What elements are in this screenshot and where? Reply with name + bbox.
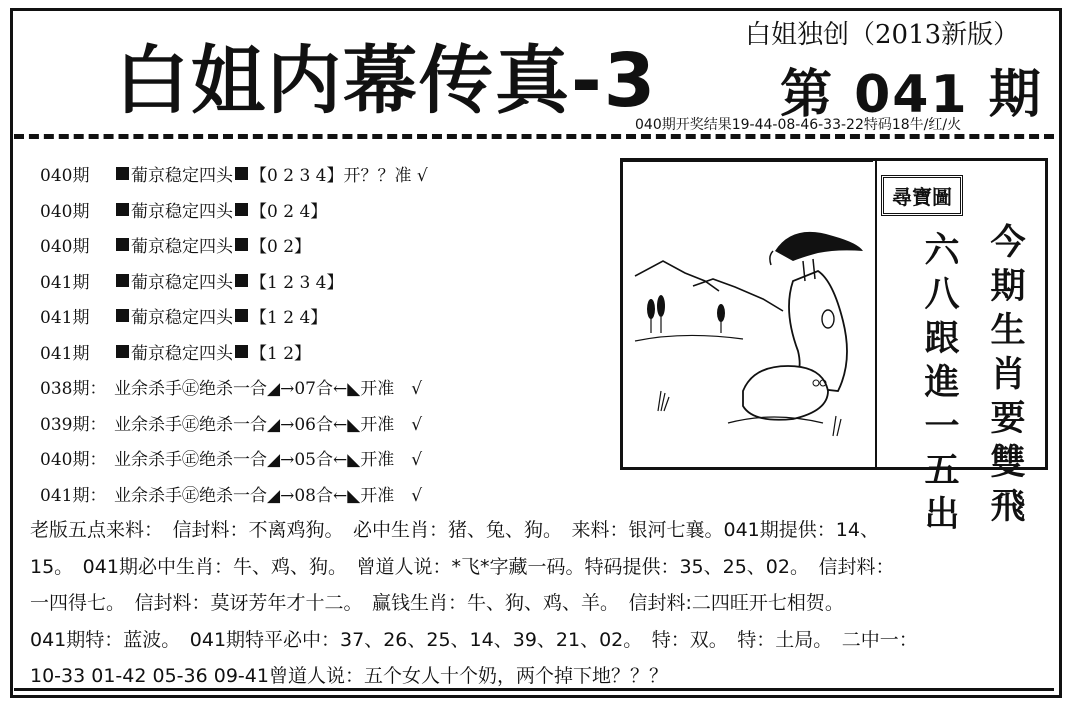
paragraph-line: 041期特：蓝波。 041期特平必中：37、26、25、14、39、21、02。 特：双。 特：土局。 二中一：	[30, 628, 918, 651]
verse-text: 今 期 生 肖 要 雙 飛	[990, 223, 1026, 527]
square-icon	[116, 274, 129, 287]
tree-icon	[647, 299, 655, 319]
treasure-map-badge: 尋寶圖	[881, 175, 963, 216]
list-item	[40, 298, 428, 334]
row-value: 【1 2】	[250, 343, 312, 364]
list-item	[40, 476, 428, 512]
row-label: 040期：	[40, 450, 107, 471]
treasure-picture	[620, 158, 1048, 535]
previous-result: 040期开奖结果19-44-08-46-33-22特码18牛/红/火	[635, 117, 962, 133]
row-name: 葡京稳定四头	[131, 272, 233, 293]
paragraph-line: 老版五点来料： 信封料：不离鸡狗。 必中生肖：猪、兔、狗。 来料：银河七襄。041期提供：14、	[30, 519, 879, 541]
square-icon	[235, 167, 248, 180]
row-name: 葡京稳定四头	[131, 343, 233, 364]
paragraph-line: 10-33 01-42 05-36 09-41曾道人说：五个女人十个奶，两个掉下地？？？	[30, 665, 668, 687]
paragraph-line: 一四得七。 信封料：莫讶芳年才十二。 赢钱生肖：牛、狗、鸡、羊。 信封料:二四旺开七相贺。	[30, 592, 844, 614]
verse-text: 六 八 跟 進 一 五 出	[924, 231, 960, 535]
list-item	[40, 156, 428, 192]
row-value: 【0 2】	[250, 237, 312, 258]
mountain-line	[635, 261, 719, 291]
row-name: 葡京稳定四头	[131, 166, 233, 187]
row-text: 业余杀手㊣绝杀一合◢→07合←◣开准 √	[114, 379, 423, 400]
square-icon	[116, 345, 129, 358]
row-label: 041期：	[40, 485, 107, 506]
row-name: 葡京稳定四头	[131, 201, 233, 222]
paragraph-line: 15。 041期必中生肖：牛、鸡、狗。 曾道人说：*飞*字藏一码。特码提供：35、25、02。 信封料：	[30, 555, 895, 578]
square-icon	[116, 203, 129, 216]
dashed-divider	[14, 134, 1054, 139]
info-paragraph	[30, 512, 1044, 695]
bottom-divider	[14, 688, 1054, 691]
row-name: 葡京稳定四头	[131, 237, 233, 258]
square-icon	[116, 167, 129, 180]
rock-shape	[743, 366, 828, 420]
row-label: 041期	[40, 272, 90, 293]
row-label: 041期	[40, 308, 90, 329]
list-item	[40, 440, 428, 476]
square-icon	[235, 238, 248, 251]
tree-icon	[657, 295, 665, 317]
row-text: 业余杀手㊣绝杀一合◢→06合←◣开准 √	[114, 414, 423, 435]
row-label: 040期	[40, 201, 90, 222]
row-value: 【1 2 4】	[250, 308, 328, 329]
row-label: 040期	[40, 166, 90, 187]
picture-divider	[875, 161, 877, 467]
list-item	[40, 192, 428, 228]
verse-column-right	[987, 221, 1029, 529]
square-icon	[116, 309, 129, 322]
row-text: 业余杀手㊣绝杀一合◢→05合←◣开准 √	[114, 450, 423, 471]
bird-icon	[775, 232, 863, 261]
square-icon	[116, 238, 129, 251]
page-title: 白姐内幕传真-3	[115, 38, 658, 124]
list-item	[40, 227, 428, 263]
issue-number: 第 041 期	[780, 65, 1043, 125]
row-text: 业余杀手㊣绝杀一合◢→08合←◣开准 √	[114, 485, 423, 506]
square-icon	[235, 309, 248, 322]
square-icon	[235, 203, 248, 216]
row-value: 【0 2 4】	[250, 201, 328, 222]
row-label: 039期：	[40, 414, 107, 435]
prediction-list	[40, 156, 428, 511]
list-item	[40, 334, 428, 370]
verse-column-left	[921, 229, 963, 537]
row-label: 038期：	[40, 379, 107, 400]
list-item	[40, 369, 428, 405]
row-label: 040期	[40, 237, 90, 258]
mountain-line	[693, 279, 783, 311]
list-item	[40, 263, 428, 299]
row-value: 【0 2 3 4】开？？准 √	[250, 166, 428, 187]
square-icon	[235, 274, 248, 287]
landscape-illustration	[623, 161, 873, 467]
tree-icon	[717, 304, 725, 322]
row-label: 041期	[40, 343, 90, 364]
square-icon	[235, 345, 248, 358]
row-name: 葡京稳定四头	[131, 308, 233, 329]
edition-label: 白姐独创（2013新版）	[745, 20, 1020, 50]
list-item	[40, 405, 428, 441]
row-value: 【1 2 3 4】	[250, 272, 344, 293]
